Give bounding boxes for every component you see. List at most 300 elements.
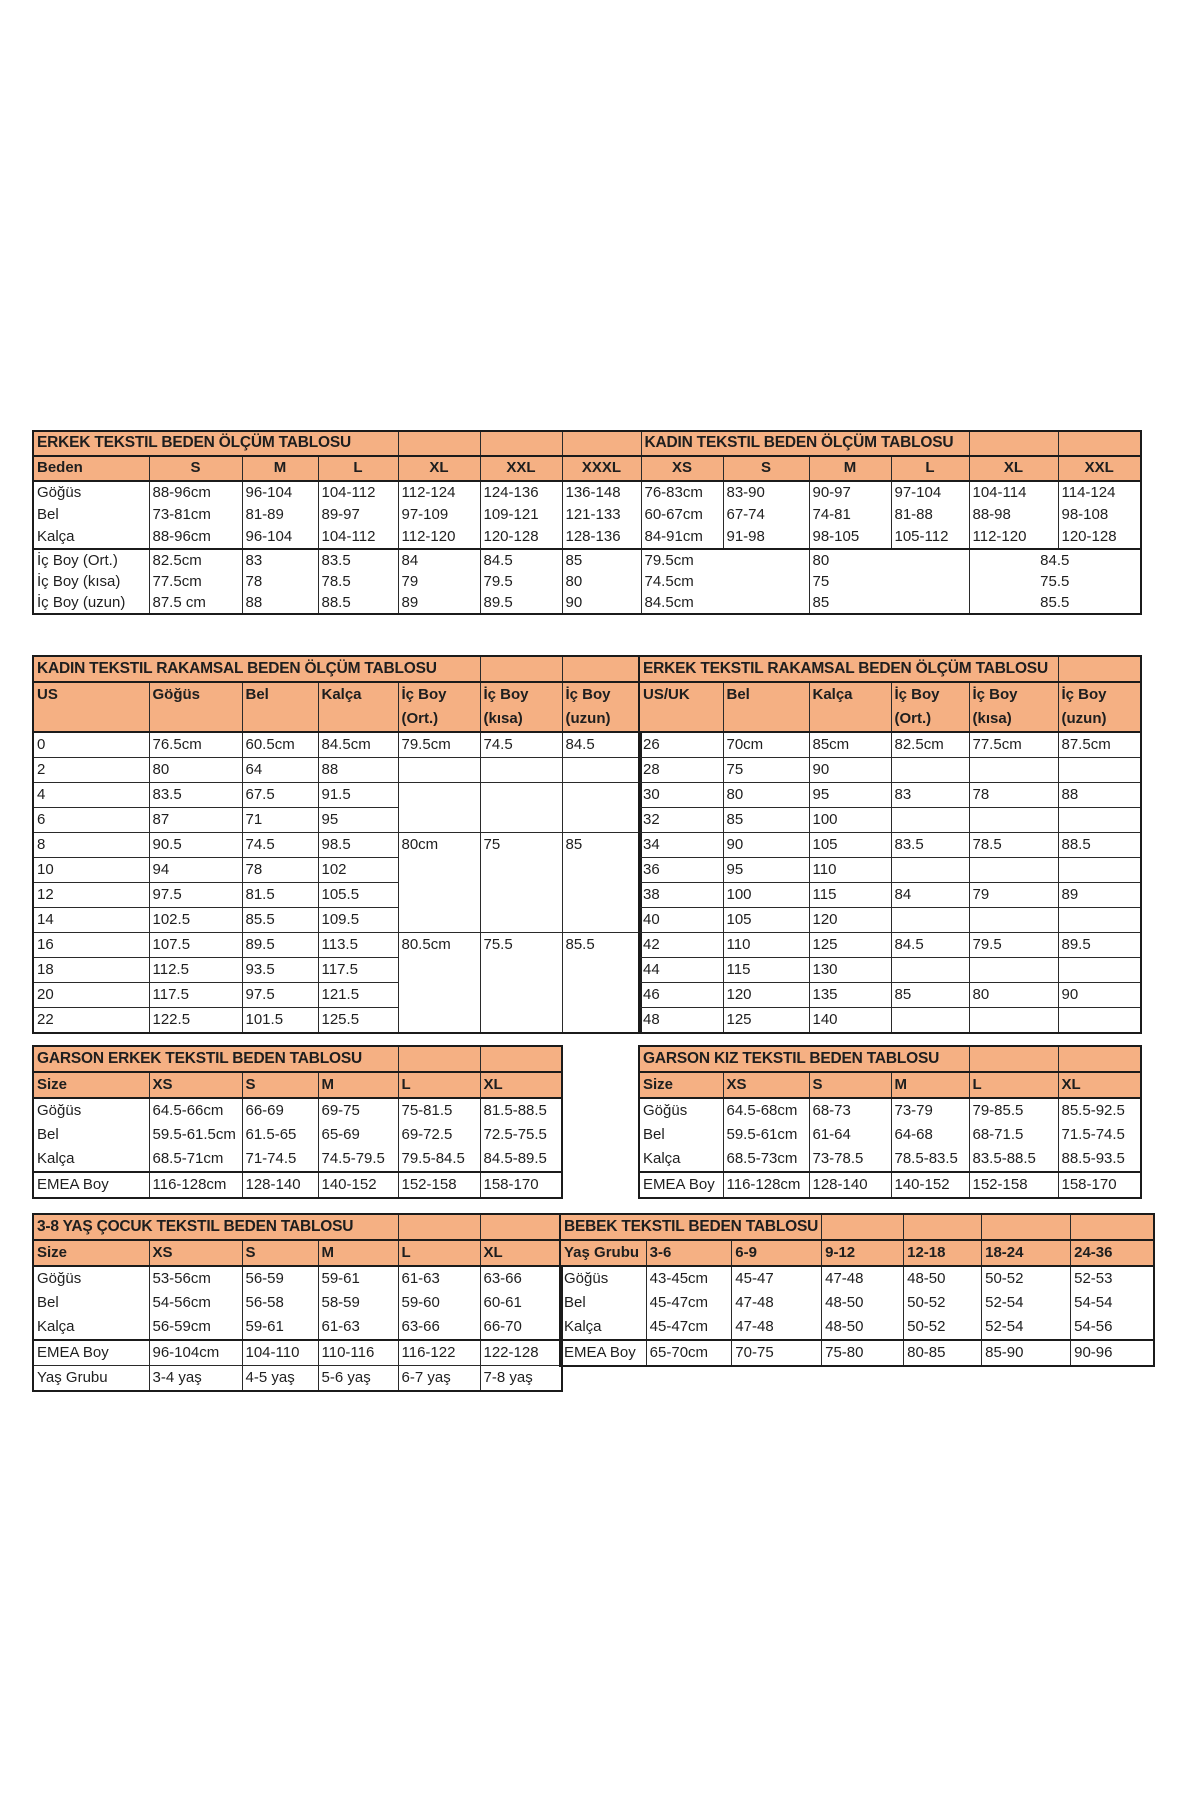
column-header: XS — [149, 1240, 242, 1266]
cell-line: 81.5-88.5 — [483, 1102, 547, 1119]
table-cell: 75 — [723, 758, 809, 783]
table-cell: 36 — [639, 858, 723, 883]
cell-line: 68-73 — [812, 1102, 851, 1119]
cell-line: 69-75 — [321, 1102, 360, 1119]
cell-line: (kısa) — [483, 710, 523, 727]
table-cell — [891, 481, 969, 549]
cell-line: 74.5-79.5 — [321, 1150, 385, 1167]
cell-line: 109-121 — [483, 506, 539, 523]
cell-line: 61-64 — [812, 1126, 851, 1143]
table-cell — [398, 1266, 480, 1340]
column-header: XS — [641, 456, 723, 481]
cell-line: 45-47cm — [649, 1318, 709, 1335]
column-header: Kalça — [318, 682, 398, 732]
cell-line: İç Boy (Ort.) — [37, 552, 118, 569]
table-cell: 6 — [33, 808, 149, 833]
table-cell — [639, 1098, 723, 1172]
cell-line: Göğüs — [37, 1102, 82, 1119]
cell-line: 61.5-65 — [245, 1126, 297, 1143]
cell-line: 63-66 — [483, 1270, 522, 1287]
table-cell: 110-116 — [318, 1340, 398, 1366]
cell-line: 60-67cm — [644, 506, 703, 523]
cell-line: 84 — [401, 552, 419, 569]
table-cell — [1058, 1008, 1141, 1034]
cell-line: İç Boy — [972, 686, 1018, 703]
table-cell: 93.5 — [242, 958, 318, 983]
cell-line: 114-124 — [1061, 484, 1116, 501]
column-header: Bel — [242, 682, 318, 732]
table-cell: 46 — [639, 983, 723, 1008]
cell-line: 120-128 — [483, 528, 539, 545]
table-cell: 109.5 — [318, 908, 398, 933]
table-title — [480, 656, 562, 682]
cell-line: 84.5cm — [644, 594, 694, 611]
table-title — [398, 431, 480, 456]
cell-line: Göğüs — [37, 1270, 82, 1287]
table-title — [1058, 431, 1141, 456]
cell-line: İç Boy (kısa) — [37, 573, 121, 590]
table-cell — [1058, 858, 1141, 883]
table-title — [480, 431, 562, 456]
table-cell: 88.5 — [1058, 833, 1141, 858]
table-cell: 12 — [33, 883, 149, 908]
table-cell: 125 — [723, 1008, 809, 1034]
column-header — [1058, 682, 1141, 732]
cell-line: 67-74 — [726, 506, 765, 523]
table-cell — [318, 1266, 398, 1340]
table-cell: 34 — [639, 833, 723, 858]
table-cell — [982, 1266, 1071, 1340]
table-cell: 100 — [723, 883, 809, 908]
table-cell: 67.5 — [242, 783, 318, 808]
cell-line: Göğüs — [564, 1270, 609, 1287]
cell-line: 73-78.5 — [812, 1150, 864, 1167]
table-cell — [398, 481, 480, 549]
table-cell: 7-8 yaş — [480, 1366, 562, 1392]
cell-line: 124-136 — [483, 484, 539, 501]
table-cell: 81.5 — [242, 883, 318, 908]
table-cell: 83 — [891, 783, 969, 808]
table-cell — [398, 1098, 480, 1172]
cell-line: 61-63 — [321, 1318, 360, 1335]
column-header — [480, 682, 562, 732]
cell-line: 66-69 — [245, 1102, 284, 1119]
table-cell: 38 — [639, 883, 723, 908]
cell-line: 83 — [245, 552, 263, 569]
table-cell: 95 — [318, 808, 398, 833]
table-cell — [732, 1266, 822, 1340]
cell-line: 71-74.5 — [245, 1150, 297, 1167]
column-header — [398, 682, 480, 732]
cell-line: 85.5-92.5 — [1061, 1102, 1125, 1119]
table-cell: 80cm — [398, 833, 480, 933]
table-cell: 105 — [809, 833, 891, 858]
table-cell: 85.5 — [242, 908, 318, 933]
table-cell: 79.5cm — [398, 732, 480, 758]
table-cell — [562, 758, 641, 783]
table-cell: EMEA Boy — [33, 1172, 149, 1198]
cell-line: 48-50 — [825, 1318, 864, 1335]
cell-line: 48-50 — [907, 1270, 946, 1287]
table-cell: 75 — [480, 833, 562, 933]
table-title — [1058, 656, 1141, 682]
table-cell: 140-152 — [891, 1172, 969, 1198]
table-cell: 88 — [1058, 783, 1141, 808]
table-title — [904, 1214, 982, 1240]
table-cell: 94 — [149, 858, 242, 883]
cell-line: Göğüs — [37, 484, 82, 501]
column-header: L — [969, 1072, 1058, 1098]
cell-line: 54-56cm — [152, 1294, 211, 1311]
cell-line: Bel — [564, 1294, 586, 1311]
table-title — [562, 431, 641, 456]
cell-line: İç Boy — [401, 686, 447, 703]
column-header: M — [318, 1072, 398, 1098]
table-cell — [969, 958, 1058, 983]
cell-line: 78.5-83.5 — [894, 1150, 958, 1167]
cell-line: 72.5-75.5 — [483, 1126, 547, 1143]
table-cell: 0 — [33, 732, 149, 758]
column-header: L — [398, 1240, 480, 1266]
erkek-rakamsal-table — [638, 655, 1142, 1034]
column-header: XL — [480, 1240, 562, 1266]
column-header: US — [33, 682, 149, 732]
cell-line: 104-114 — [972, 484, 1027, 501]
cell-line: 82.5cm — [152, 552, 202, 569]
table-cell: EMEA Boy — [560, 1340, 646, 1366]
column-header: XXXL — [562, 456, 641, 481]
table-cell: 71 — [242, 808, 318, 833]
column-header: Size — [639, 1072, 723, 1098]
table-cell: 90-96 — [1071, 1340, 1154, 1366]
cell-line: 89-97 — [321, 506, 360, 523]
cocuk-3-8-yas-table — [32, 1213, 563, 1392]
cell-line: İç Boy — [894, 686, 940, 703]
cell-line: 56-59cm — [152, 1318, 211, 1335]
cell-line: (Ort.) — [401, 710, 439, 727]
column-header — [969, 682, 1058, 732]
cell-line: Kalça — [37, 1150, 75, 1167]
cell-line: 88.5-93.5 — [1061, 1150, 1125, 1167]
table-cell — [149, 549, 242, 614]
table-cell — [33, 549, 149, 614]
cell-line: 88 — [245, 594, 263, 611]
column-header: Göğüs — [149, 682, 242, 732]
cell-line: 83.5-88.5 — [972, 1150, 1036, 1167]
column-header: XL — [969, 456, 1058, 481]
column-header: XL — [398, 456, 480, 481]
table-cell — [149, 1098, 242, 1172]
table-cell: 76.5cm — [149, 732, 242, 758]
table-cell: 42 — [639, 933, 723, 958]
cell-line: 54-54 — [1074, 1294, 1113, 1311]
table-cell — [318, 1098, 398, 1172]
cell-line: 104-112 — [321, 484, 376, 501]
cell-line: 104-112 — [321, 528, 376, 545]
table-cell — [562, 549, 641, 614]
table-cell: 102 — [318, 858, 398, 883]
cell-line: 59-61 — [245, 1318, 284, 1335]
table-cell — [398, 783, 480, 833]
cell-line: 53-56cm — [152, 1270, 211, 1287]
table-cell — [969, 1008, 1058, 1034]
table-cell: 112.5 — [149, 958, 242, 983]
table-cell — [1058, 958, 1141, 983]
cell-line: 50-52 — [985, 1270, 1024, 1287]
table-cell — [822, 1266, 904, 1340]
table-cell: 90 — [723, 833, 809, 858]
table-cell: 120 — [809, 908, 891, 933]
table-cell: 107.5 — [149, 933, 242, 958]
cell-line: 84.5 — [1040, 552, 1070, 569]
cell-line: 75-81.5 — [401, 1102, 453, 1119]
table-cell: 10 — [33, 858, 149, 883]
table-cell: 65-70cm — [646, 1340, 732, 1366]
table-cell: 116-122 — [398, 1340, 480, 1366]
table-cell — [809, 1098, 891, 1172]
table-title — [969, 1046, 1058, 1072]
column-header: 12-18 — [904, 1240, 982, 1266]
cell-line: İç Boy — [483, 686, 529, 703]
cell-line: 88-96cm — [152, 528, 211, 545]
table-cell — [646, 1266, 732, 1340]
cell-line: 88-98 — [972, 506, 1011, 523]
table-cell: 158-170 — [480, 1172, 562, 1198]
table-cell — [398, 758, 480, 783]
table-cell: 95 — [809, 783, 891, 808]
cell-line: 88-96cm — [152, 484, 211, 501]
column-header: M — [242, 456, 318, 481]
table-cell: EMEA Boy — [33, 1340, 149, 1366]
column-header: XXL — [480, 456, 562, 481]
table-cell: 91.5 — [318, 783, 398, 808]
table-cell — [562, 783, 641, 833]
cell-line: 97-104 — [894, 484, 942, 501]
cell-line: 85 — [565, 552, 583, 569]
table-cell: 40 — [639, 908, 723, 933]
cell-line: 89 — [401, 594, 419, 611]
cell-line: 61-63 — [401, 1270, 440, 1287]
table-cell: 80 — [149, 758, 242, 783]
table-cell — [1058, 758, 1141, 783]
table-cell: 110 — [723, 933, 809, 958]
column-header: Kalça — [809, 682, 891, 732]
table-cell: 90.5 — [149, 833, 242, 858]
column-header — [562, 682, 641, 732]
table-cell: 64 — [242, 758, 318, 783]
column-header: S — [809, 1072, 891, 1098]
table-title — [969, 431, 1058, 456]
table-cell: 78 — [242, 858, 318, 883]
column-header: XL — [1058, 1072, 1141, 1098]
table-cell: 4-5 yaş — [242, 1366, 318, 1392]
cell-line: 121-133 — [565, 506, 621, 523]
cell-line: İç Boy — [565, 686, 611, 703]
table-cell: 104-110 — [242, 1340, 318, 1366]
cell-line: 105-112 — [894, 528, 949, 545]
column-header: S — [723, 456, 809, 481]
column-header: XL — [480, 1072, 562, 1098]
table-cell: 28 — [639, 758, 723, 783]
cell-line: 63-66 — [401, 1318, 440, 1335]
table-cell: 8 — [33, 833, 149, 858]
cell-line: Bel — [643, 1126, 665, 1143]
cell-line: 47-48 — [735, 1318, 774, 1335]
table-cell — [149, 1266, 242, 1340]
cell-line: 98-108 — [1061, 506, 1109, 523]
cell-line: 52-54 — [985, 1318, 1024, 1335]
column-header: L — [891, 456, 969, 481]
cell-line: 136-148 — [565, 484, 621, 501]
cell-line: 56-59 — [245, 1270, 284, 1287]
cell-line: 66-70 — [483, 1318, 522, 1335]
column-header: Yaş Grubu — [560, 1240, 646, 1266]
table-cell: 32 — [639, 808, 723, 833]
table-cell: 90 — [1058, 983, 1141, 1008]
table-title — [398, 1214, 480, 1240]
table-cell: 80-85 — [904, 1340, 982, 1366]
cell-line: 52-53 — [1074, 1270, 1113, 1287]
cell-line: 50-52 — [907, 1318, 946, 1335]
table-cell — [560, 1266, 646, 1340]
cell-line: 74-81 — [812, 506, 851, 523]
table-cell: 84.5 — [562, 732, 641, 758]
cell-line: 79 — [401, 573, 419, 590]
column-header: S — [242, 1240, 318, 1266]
column-header: 24-36 — [1071, 1240, 1154, 1266]
column-header: L — [398, 1072, 480, 1098]
cell-line: İç Boy — [1061, 686, 1107, 703]
column-header: S — [242, 1072, 318, 1098]
cell-line: 89.5 — [483, 594, 513, 611]
cell-line: 64.5-66cm — [152, 1102, 224, 1119]
column-header: 3-6 — [646, 1240, 732, 1266]
cell-line: (uzun) — [565, 710, 611, 727]
table-cell — [242, 1098, 318, 1172]
table-title — [1071, 1214, 1154, 1240]
table-title — [822, 1214, 904, 1240]
table-cell: 130 — [809, 958, 891, 983]
table-cell — [1058, 481, 1141, 549]
column-header: L — [318, 456, 398, 481]
cell-line: 71.5-74.5 — [1061, 1126, 1125, 1143]
table-title — [982, 1214, 1071, 1240]
cell-line: 59-61 — [321, 1270, 360, 1287]
cell-line: 64-68 — [894, 1126, 933, 1143]
table-cell: 158-170 — [1058, 1172, 1141, 1198]
column-header: Beden — [33, 456, 149, 481]
cell-line: 45-47 — [735, 1270, 774, 1287]
garson-kiz-table — [638, 1045, 1142, 1199]
table-cell — [480, 1266, 562, 1340]
table-cell: 96-104cm — [149, 1340, 242, 1366]
table-cell — [969, 858, 1058, 883]
column-header: XS — [723, 1072, 809, 1098]
cell-line: 83-90 — [726, 484, 765, 501]
cell-line: 112-120 — [401, 528, 456, 545]
table-cell: 120 — [723, 983, 809, 1008]
cell-line: 87.5 cm — [152, 594, 206, 611]
table-cell: 87.5cm — [1058, 732, 1141, 758]
cell-line: Bel — [37, 1126, 59, 1143]
table-cell — [969, 808, 1058, 833]
table-cell: 60.5cm — [242, 732, 318, 758]
cell-line: 68.5-73cm — [726, 1150, 798, 1167]
cell-line: 54-56 — [1074, 1318, 1113, 1335]
column-header: XXL — [1058, 456, 1141, 481]
table-cell: 70-75 — [732, 1340, 822, 1366]
table-cell — [480, 1098, 562, 1172]
table-cell: 84.5 — [891, 933, 969, 958]
table-title: ERKEK TEKSTIL RAKAMSAL BEDEN ÖLÇÜM TABLOSU — [639, 656, 1058, 682]
table-cell — [33, 1098, 149, 1172]
cell-line: 85.5 — [1040, 594, 1070, 611]
table-cell — [1058, 808, 1141, 833]
cell-line: 69-72.5 — [401, 1126, 453, 1143]
table-cell: 121.5 — [318, 983, 398, 1008]
table-cell: 135 — [809, 983, 891, 1008]
cell-line: 84.5-89.5 — [483, 1150, 547, 1167]
table-cell — [969, 758, 1058, 783]
table-cell: 97.5 — [242, 983, 318, 1008]
column-header: 18-24 — [982, 1240, 1071, 1266]
cell-line: 68-71.5 — [972, 1126, 1024, 1143]
table-cell: 128-140 — [809, 1172, 891, 1198]
table-title — [562, 656, 641, 682]
cell-line: 91-98 — [726, 528, 765, 545]
table-cell: 44 — [639, 958, 723, 983]
cell-line: Göğüs — [643, 1102, 688, 1119]
table-title: ERKEK TEKSTIL BEDEN ÖLÇÜM TABLOSU — [33, 431, 398, 456]
cell-line: Kalça — [37, 528, 75, 545]
table-cell — [723, 481, 809, 549]
table-cell — [969, 908, 1058, 933]
cell-line: Kalça — [564, 1318, 602, 1335]
table-cell: 105 — [723, 908, 809, 933]
column-header: 6-9 — [732, 1240, 822, 1266]
table-cell — [641, 549, 809, 614]
cell-line: 43-45cm — [649, 1270, 709, 1287]
table-cell: 102.5 — [149, 908, 242, 933]
table-cell — [891, 758, 969, 783]
table-cell: 84 — [891, 883, 969, 908]
table-cell — [1058, 908, 1141, 933]
cell-line: 79-85.5 — [972, 1102, 1024, 1119]
table-cell: 70cm — [723, 732, 809, 758]
table-title: KADIN TEKSTIL BEDEN ÖLÇÜM TABLOSU — [641, 431, 969, 456]
cell-line: 120-128 — [1061, 528, 1117, 545]
table-cell: 3-4 yaş — [149, 1366, 242, 1392]
cell-line: 128-136 — [565, 528, 621, 545]
cell-line: 78 — [245, 573, 263, 590]
cell-line: 90-97 — [812, 484, 851, 501]
cell-line: 81-88 — [894, 506, 933, 523]
cell-line: Bel — [37, 1294, 59, 1311]
cell-line: 83.5 — [321, 552, 351, 569]
table-cell: 89.5 — [1058, 933, 1141, 958]
cell-line: Kalça — [37, 1318, 75, 1335]
table-cell: 128-140 — [242, 1172, 318, 1198]
table-cell: 77.5cm — [969, 732, 1058, 758]
table-cell: 89 — [1058, 883, 1141, 908]
table-cell: 83.5 — [149, 783, 242, 808]
table-cell — [809, 481, 891, 549]
table-cell — [318, 481, 398, 549]
cell-line: (kısa) — [972, 710, 1012, 727]
table-cell: 105.5 — [318, 883, 398, 908]
table-cell — [33, 481, 149, 549]
column-header: M — [809, 456, 891, 481]
